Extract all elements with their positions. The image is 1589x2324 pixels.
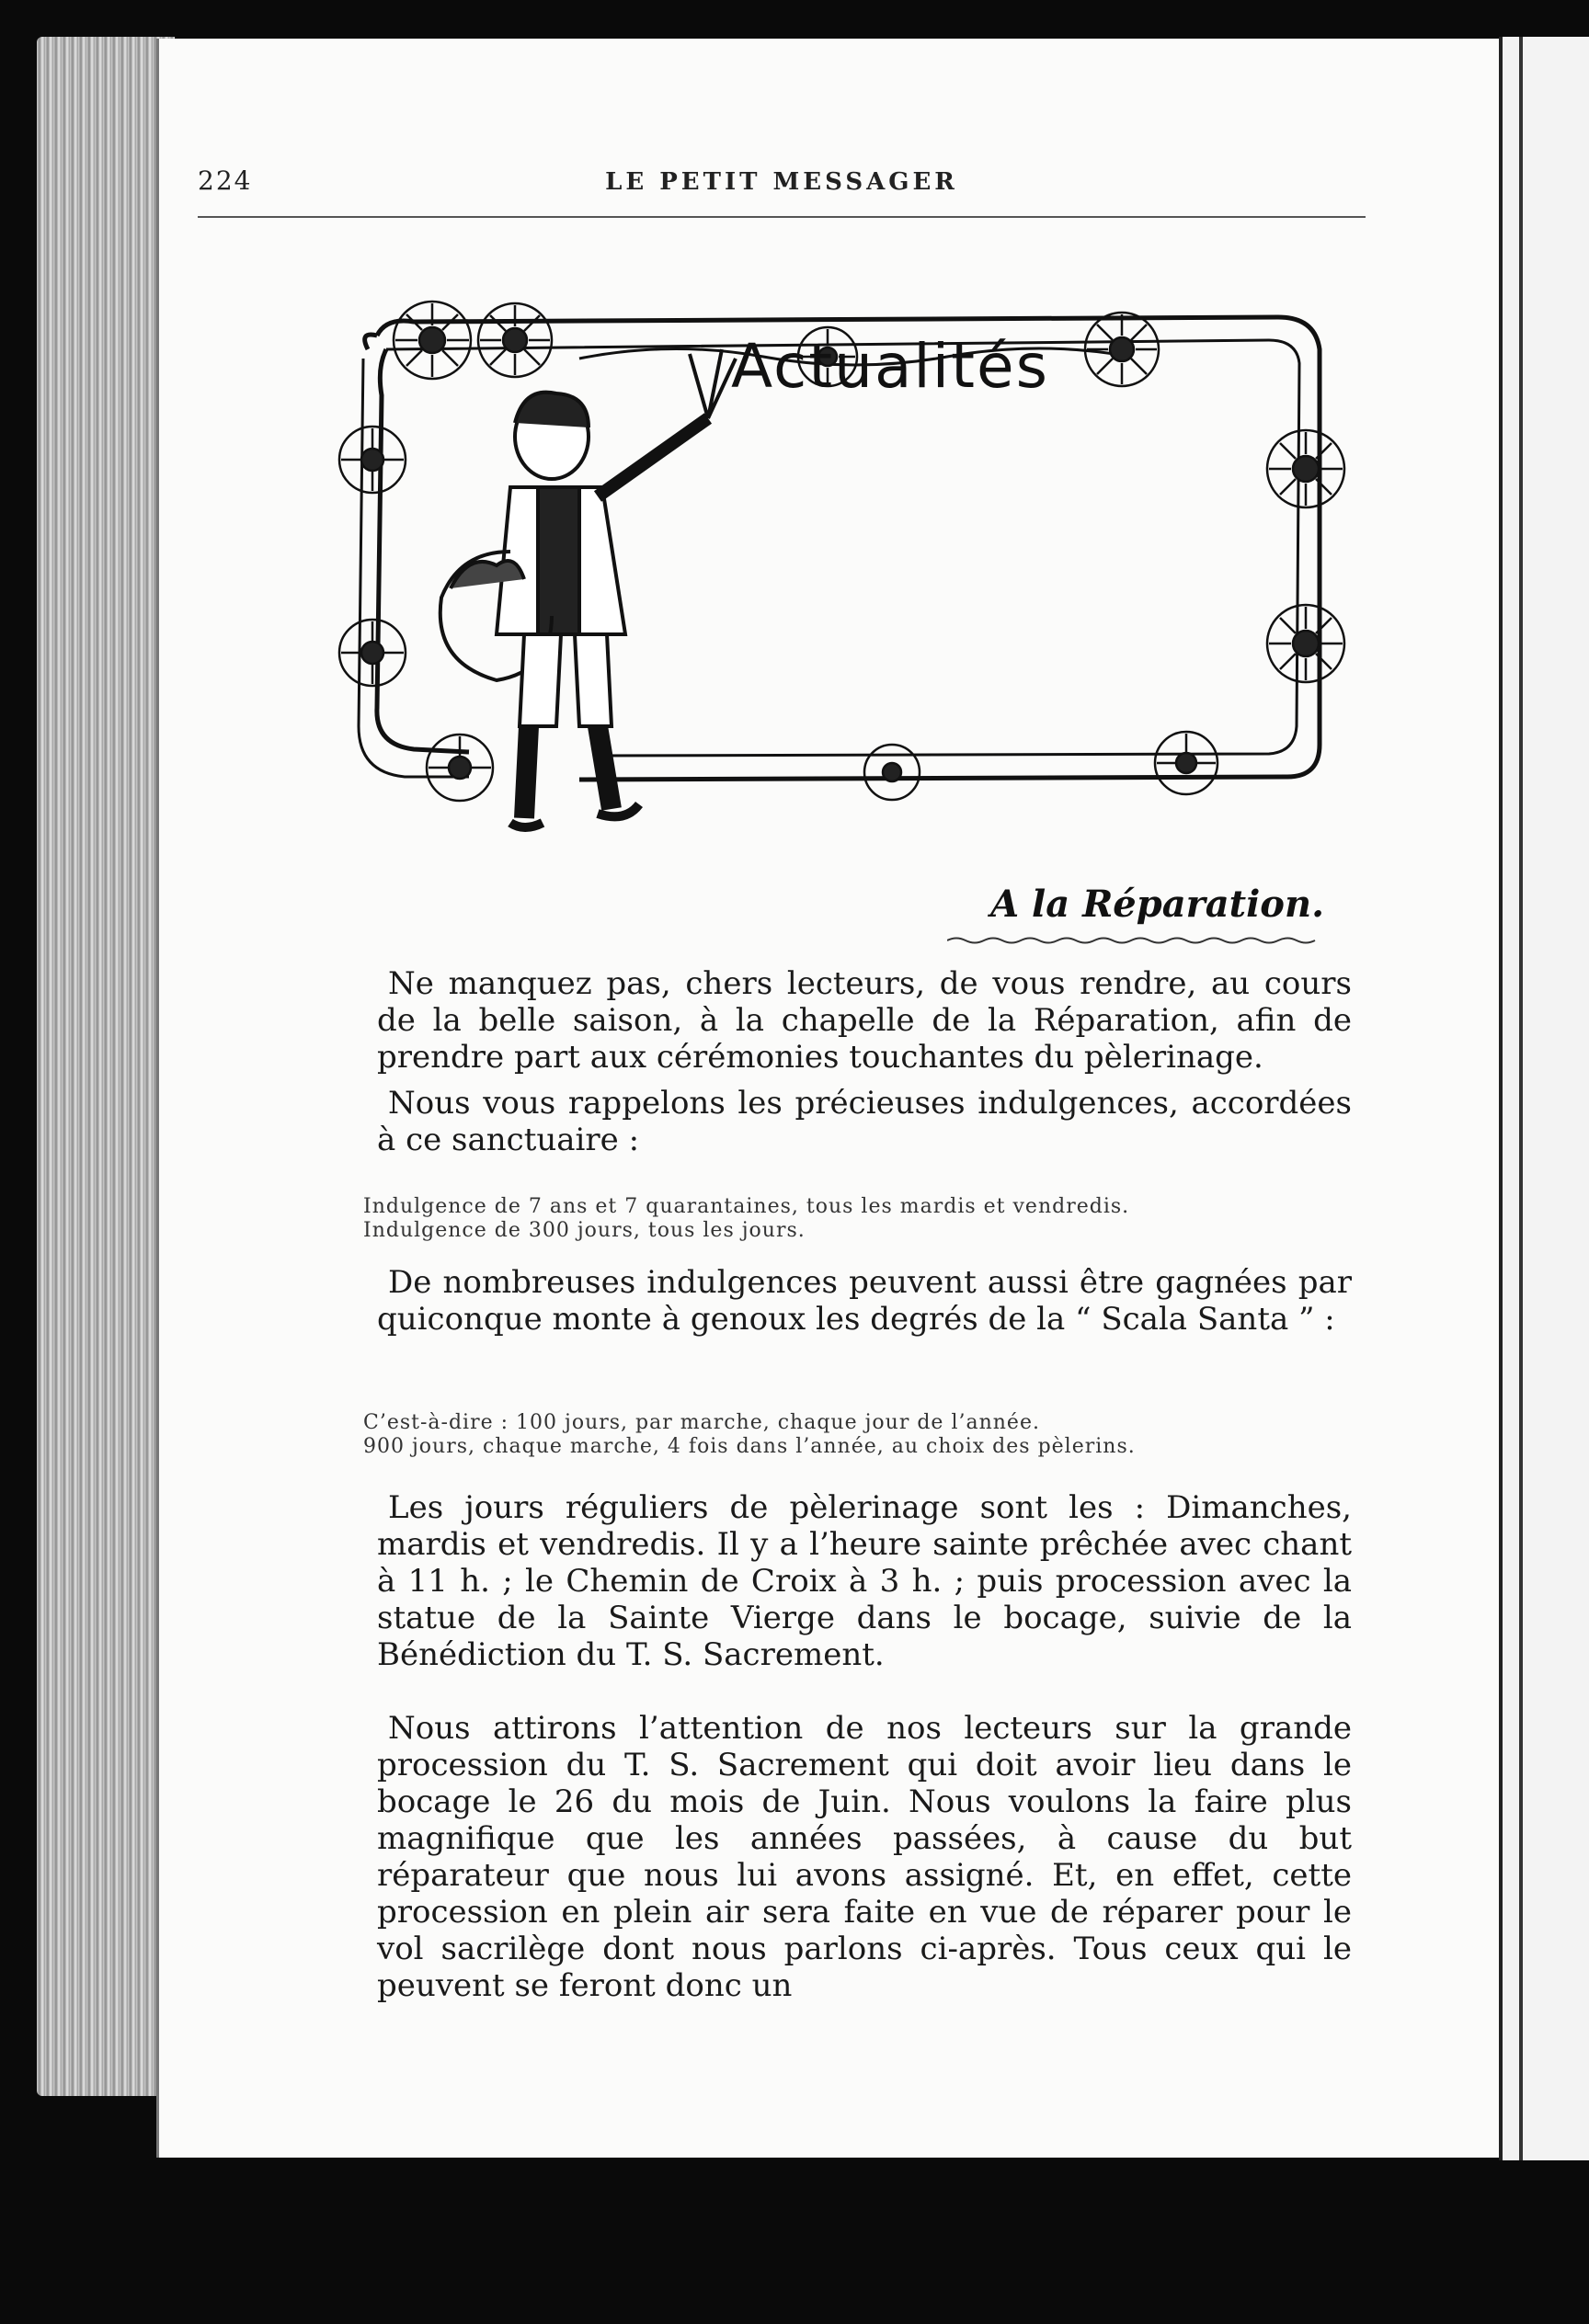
paragraph-4 [377,1489,1352,1673]
heading-underline [947,936,1324,945]
paragraph-1 [377,965,1352,1076]
next-page-edge [1499,37,1589,2160]
page-number: 224 [198,165,253,196]
running-header [198,161,1366,218]
scala-line: C’est-à-dire : 100 jours, par marche, chaque jour de l’année. [363,1411,1040,1434]
paragraph-text: De nombreuses indulgences peuvent aussi être gagnées par quiconque monte à genoux les degrés de la “ Scala Santa ” : [377,1264,1352,1338]
scala-santa-list [363,1411,1338,1459]
section-title: Actualités [731,331,1049,402]
article-heading: A la Réparation. [990,883,1324,926]
paragraph-text: Les jours réguliers de pèlerinage sont les : Dimanches, mardis et vendredis. Il y a l’heure sainte prêchée avec chant à 11 h. ; le Chemin de Croix à 3 h. ; puis procession avec la statue de la Sainte Vierge dans le bocage, suivie de la Bénédiction du T. S. Sacrement. [377,1489,1352,1673]
paragraph-3 [377,1264,1352,1338]
paragraph-5 [377,1710,1352,2004]
paragraph-text: Nous attirons l’attention de nos lecteurs sur la grande procession du T. S. Sacrement qui doit avoir lieu dans le bocage le 26 du mois de Juin. Nous voulons la faire plus magnifique que les années passées, à cause du but réparateur que nous lui avons assigné. Et, en effet, cette procession en plein air sera faite en vue de réparer pour le vol sacrilège dont nous parlons ci-après. Tous ceux qui le peuvent se feront donc un [377,1710,1352,2004]
indulgence-list [363,1195,1338,1243]
scala-line: 900 jours, chaque marche, 4 fois dans l’année, au choix des pèlerins. [363,1435,1136,1458]
indulgence-line: Indulgence de 7 ans et 7 quarantaines, tous les mardis et vendredis. [363,1195,1130,1218]
paragraph-text: Nous vous rappelons les précieuses indulgences, accordées à ce sanctuaire : [377,1085,1352,1158]
journal-title: LE PETIT MESSAGER [605,168,958,196]
paragraph-text: Ne manquez pas, chers lecteurs, de vous rendre, au cours de la belle saison, à la chapelle de la Réparation, afin de prendre part aux cérémonies touchantes du pèlerinage. [377,965,1352,1076]
paragraph-2 [377,1085,1352,1158]
indulgence-line: Indulgence de 300 jours, tous les jours. [363,1219,806,1242]
book-page-edges [37,37,175,2096]
